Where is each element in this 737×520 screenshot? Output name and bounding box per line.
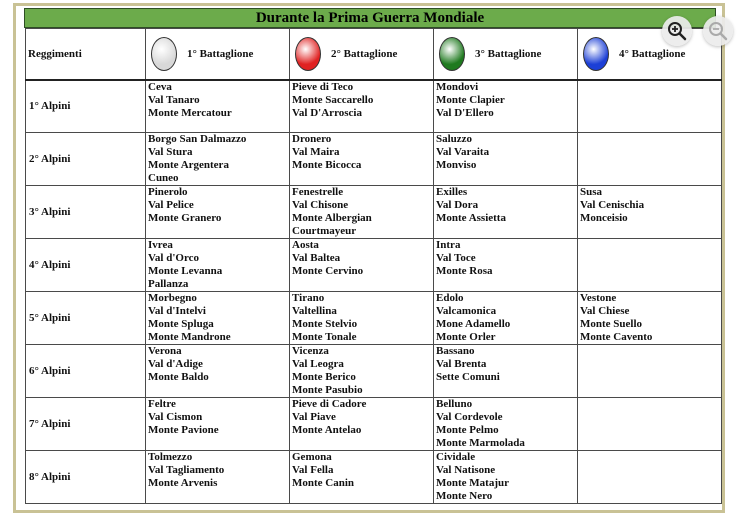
battalion-cell: [434, 345, 578, 398]
battalion-cell: [146, 398, 290, 451]
regiments-table: [25, 28, 722, 504]
blue-badge-icon: [583, 37, 609, 71]
place-name: Ivrea: [148, 239, 173, 251]
table-title: Durante la Prima Guerra Mondiale: [24, 8, 716, 28]
battalion-cell: [434, 186, 578, 239]
table-row: [26, 345, 722, 398]
place-name: Bassano: [436, 345, 475, 357]
place-name: Cividale: [436, 451, 476, 463]
place-name: Exilles: [436, 186, 468, 198]
battalion-cell: [578, 292, 722, 345]
place-name: Monte Bicocca: [292, 159, 362, 171]
battalion-cell: [578, 80, 722, 133]
place-name: Val Stura: [148, 146, 193, 158]
place-name: Val d'Adige: [148, 358, 203, 370]
table-row: [26, 239, 722, 292]
regiment-name: 6° Alpini: [26, 345, 146, 398]
place-name: Aosta: [292, 239, 319, 251]
battalion-cell: [290, 451, 434, 504]
place-name: Monte Marmolada: [436, 437, 525, 449]
battalion-cell: [578, 133, 722, 186]
battalion-cell: [290, 80, 434, 133]
battalion-cell: [290, 186, 434, 239]
regiment-name: 5° Alpini: [26, 292, 146, 345]
place-name: Monte Assietta: [436, 212, 506, 224]
place-name: Feltre: [148, 398, 176, 410]
place-name: Val Varaita: [436, 146, 490, 158]
place-name: Val Chiese: [580, 305, 630, 317]
place-name: Edolo: [436, 292, 464, 304]
regiment-name: 8° Alpini: [26, 451, 146, 504]
place-name: Val D'Ellero: [436, 107, 494, 119]
place-name: Monte Orler: [436, 331, 496, 343]
regiment-name: 1° Alpini: [26, 80, 146, 133]
magnifier-minus-icon: [708, 21, 728, 41]
place-name: Monceisio: [580, 212, 628, 224]
place-name: Val Brenta: [436, 358, 487, 370]
battalion-cell: [146, 292, 290, 345]
table-row: [26, 80, 722, 133]
battalion-cell: [290, 292, 434, 345]
place-name: Valcamonica: [436, 305, 497, 317]
place-name: Val Toce: [436, 252, 476, 264]
place-name: Pinerolo: [148, 186, 188, 198]
battalion-cell: [434, 451, 578, 504]
green-badge-icon: [439, 37, 465, 71]
place-name: Val Maira: [292, 146, 340, 158]
place-name: Val Baltea: [292, 252, 341, 264]
place-name: Monte Tonale: [292, 331, 357, 343]
place-name: Val Leogra: [292, 358, 344, 370]
header-battalion-4: 4° Battaglione: [578, 29, 722, 81]
table-row: [26, 398, 722, 451]
place-name: Monte Pelmo: [436, 424, 499, 436]
battalion-cell: [434, 133, 578, 186]
place-name: Tirano: [292, 292, 325, 304]
battalion-cell: [434, 80, 578, 133]
place-name: Mondovi: [436, 81, 479, 93]
battalion-cell: [434, 239, 578, 292]
place-name: Cuneo: [148, 172, 179, 184]
battalion-cell: [290, 239, 434, 292]
place-name: Fenestrelle: [292, 186, 344, 198]
battalion-cell: [146, 239, 290, 292]
place-name: Tolmezzo: [148, 451, 193, 463]
battalion-cell: [578, 239, 722, 292]
header-battalion-1: 1° Battaglione: [146, 29, 290, 81]
place-name: Morbegno: [148, 292, 197, 304]
red-badge-icon: [295, 37, 321, 71]
place-name: Monte Pasubio: [292, 384, 363, 396]
place-name: Val Tagliamento: [148, 464, 225, 476]
place-name: Val Cismon: [148, 411, 203, 423]
battalion-cell: [290, 398, 434, 451]
place-name: Val Piave: [292, 411, 336, 423]
place-name: Sette Comuni: [436, 371, 500, 383]
place-name: Intra: [436, 239, 461, 251]
battalion-cell: [290, 133, 434, 186]
place-name: Val d'Orco: [148, 252, 200, 264]
place-name: Monte Mandrone: [148, 331, 231, 343]
place-name: Monte Saccarello: [292, 94, 374, 106]
place-name: Borgo San Dalmazzo: [148, 133, 247, 145]
zoom-out-button[interactable]: [703, 16, 733, 46]
battalion-cell: [578, 398, 722, 451]
place-name: Belluno: [436, 398, 473, 410]
place-name: Monte Rosa: [436, 265, 493, 277]
battalion-cell: [290, 345, 434, 398]
table-row: [26, 186, 722, 239]
place-name: Val d'Intelvi: [148, 305, 206, 317]
place-name: Gemona: [292, 451, 332, 463]
header-battalion-3: 3° Battaglione: [434, 29, 578, 81]
place-name: Monte Argentera: [148, 159, 229, 171]
place-name: Val Dora: [436, 199, 479, 211]
place-name: Dronero: [292, 133, 332, 145]
battalion-cell: [146, 186, 290, 239]
place-name: Val Fella: [292, 464, 334, 476]
place-name: Monte Arvenis: [148, 477, 218, 489]
place-name: Monte Stelvio: [292, 318, 358, 330]
battalion-cell: [578, 186, 722, 239]
place-name: Monte Granero: [148, 212, 222, 224]
place-name: Val Tanaro: [148, 94, 200, 106]
battalion-cell: [146, 80, 290, 133]
place-name: Saluzzo: [436, 133, 473, 145]
place-name: Monte Albergian: [292, 212, 372, 224]
document-frame: [13, 3, 725, 513]
table-row: [26, 451, 722, 504]
place-name: Vicenza: [292, 345, 329, 357]
header-battalion-2: 2° Battaglione: [290, 29, 434, 81]
place-name: Val Cordevole: [436, 411, 503, 423]
place-name: Monte Berico: [292, 371, 356, 383]
place-name: Monte Cavento: [580, 331, 653, 343]
place-name: Pallanza: [148, 278, 189, 290]
magnifier-plus-icon: [667, 21, 687, 41]
place-name: Val Cenischia: [580, 199, 645, 211]
place-name: Vestone: [580, 292, 617, 304]
table-row: [26, 292, 722, 345]
place-name: Val D'Arroscia: [292, 107, 362, 119]
place-name: Val Chisone: [292, 199, 349, 211]
place-name: Susa: [580, 186, 603, 198]
place-name: Monte Baldo: [148, 371, 209, 383]
place-name: Valtellina: [292, 305, 337, 317]
place-name: Pieve di Teco: [292, 81, 354, 93]
place-name: Monte Spluga: [148, 318, 214, 330]
place-name: Monte Pavione: [148, 424, 219, 436]
place-name: Mone Adamello: [436, 318, 511, 330]
header-reggimenti: Reggimenti: [26, 29, 146, 81]
place-name: Pieve di Cadore: [292, 398, 367, 410]
battalion-cell: [146, 133, 290, 186]
place-name: Monte Nero: [436, 490, 493, 502]
place-name: Val Natisone: [436, 464, 496, 476]
regiment-name: 2° Alpini: [26, 133, 146, 186]
place-name: Verona: [148, 345, 182, 357]
silver-badge-icon: [151, 37, 177, 71]
place-name: Monte Clapier: [436, 94, 505, 106]
place-name: Monte Cervino: [292, 265, 364, 277]
place-name: Monte Matajur: [436, 477, 510, 489]
battalion-cell: [578, 345, 722, 398]
place-name: Monviso: [436, 159, 477, 171]
table-row: [26, 133, 722, 186]
regiment-name: 7° Alpini: [26, 398, 146, 451]
battalion-cell: [434, 398, 578, 451]
battalion-cell: [578, 451, 722, 504]
place-name: Val Pelice: [148, 199, 194, 211]
place-name: Monte Mercatour: [148, 107, 232, 119]
place-name: Monte Antelao: [292, 424, 362, 436]
header-row: [26, 29, 722, 81]
battalion-cell: [146, 451, 290, 504]
place-name: Monte Canin: [292, 477, 355, 489]
place-name: Monte Suello: [580, 318, 643, 330]
regiment-name: 4° Alpini: [26, 239, 146, 292]
place-name: Monte Levanna: [148, 265, 223, 277]
place-name: Courtmayeur: [292, 225, 357, 237]
regiment-name: 3° Alpini: [26, 186, 146, 239]
place-name: Ceva: [148, 81, 172, 93]
battalion-cell: [146, 345, 290, 398]
zoom-in-button[interactable]: [662, 16, 692, 46]
battalion-cell: [434, 292, 578, 345]
